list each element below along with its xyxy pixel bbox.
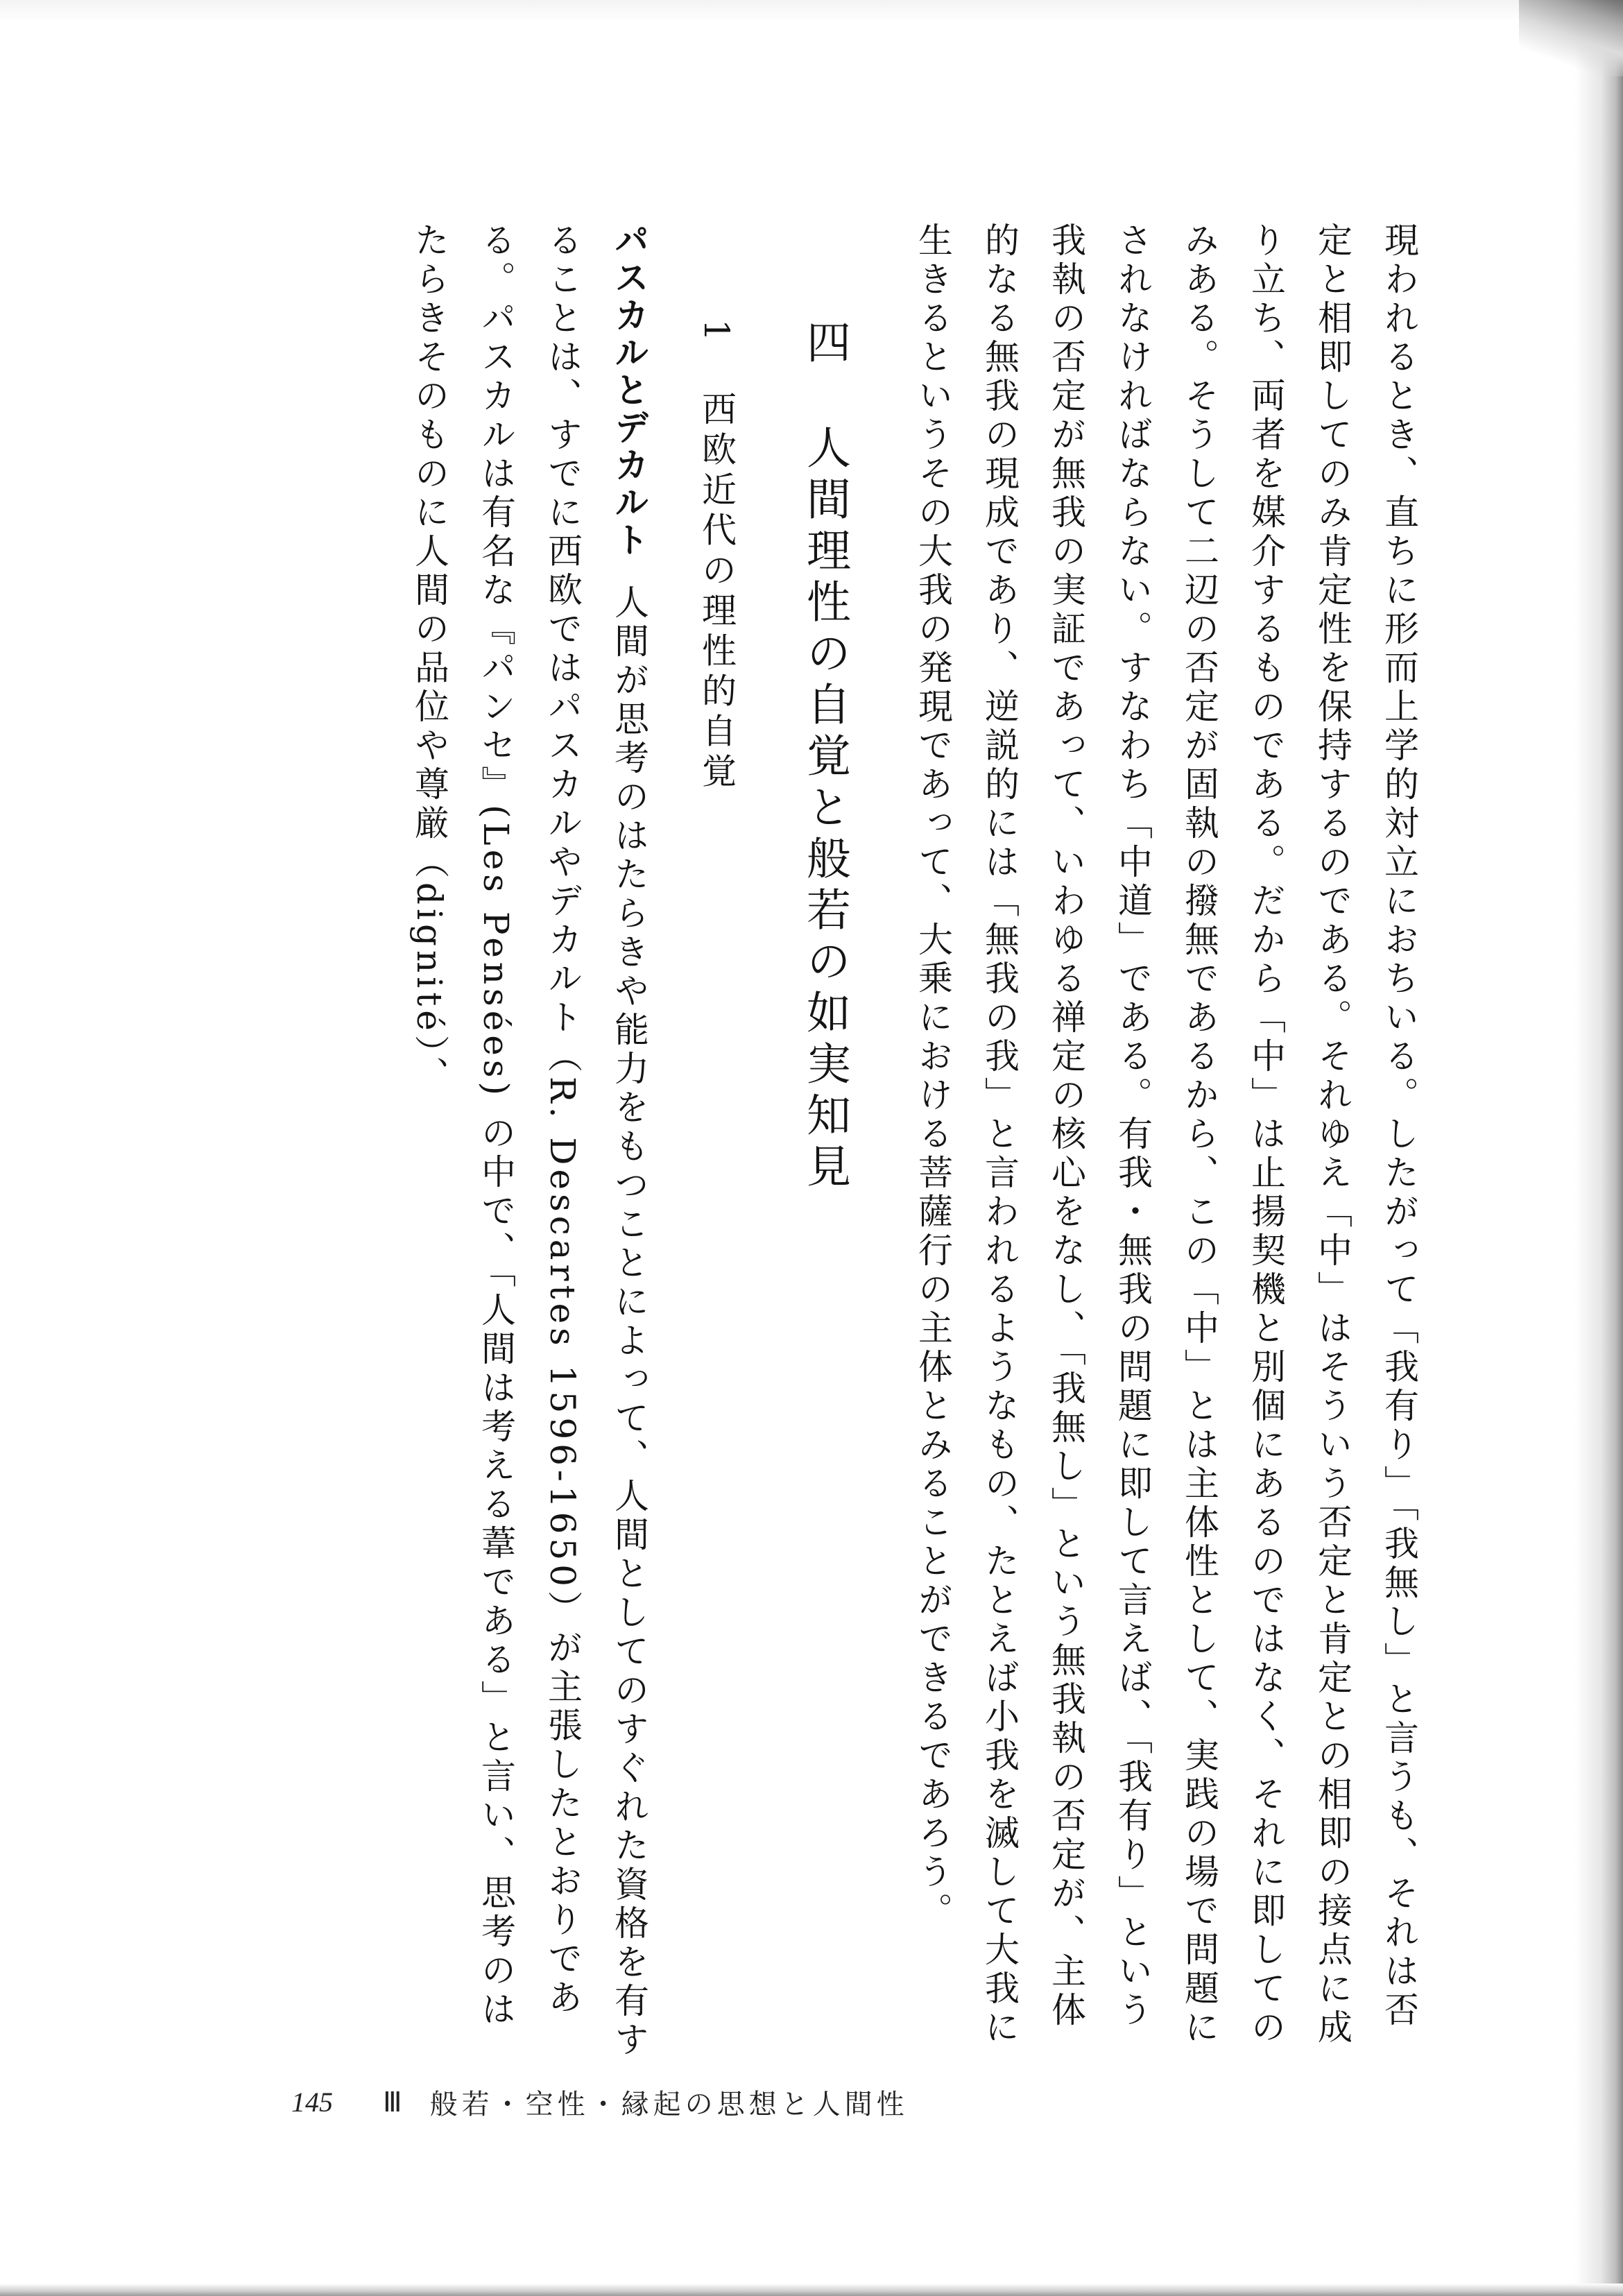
page-number: 145 — [291, 2086, 333, 2118]
vertical-text-block — [274, 222, 1432, 2067]
chapter-number: Ⅲ — [383, 2086, 402, 2118]
run-in-heading: パスカルとデカルト — [609, 222, 649, 559]
page-edge-shadow-top — [0, 0, 1623, 21]
body-paragraph-1: 現われるとき、直ちに形而上学的対立におちいる。したがって「我有り」「我無し」と言うも、それは否定と相即してのみ肯定性を保持するのである。それゆえ「中」はそういう否定と肯定との相即の接点に成り立ち、両者を媒介するものである。だから「中」は止揚契機と別個にあるのではなく、それに即してのみある。そうして二辺の否定が固執の撥無であるから、この「中」とは主体性として、実践の場で問題にされなければならない。すなわち「中道」である。有我・無我の問題に即して言えば、「我有り」という我執の否定が無我の実証であって、いわゆる禅定の核心をなし、「我無し」という無我執の否定が、主体的なる無我の現成であり、逆説的には「無我の我」と言われるようなもの、たとえば小我を滅して大我に生きるというその大我の発現であって、大乗における菩薩行の主体とみることができるであろう。 — [913, 222, 1419, 2048]
subsection-number: 1 — [696, 319, 737, 347]
subsection-title: 西欧近代の理性的自覚 — [696, 391, 737, 794]
section-title: 人間理性の自覚と般若の如実知見 — [799, 425, 850, 1195]
page-edge-shadow-right — [1574, 0, 1623, 2296]
page-footer — [291, 2081, 909, 2123]
page-edge-shadow-bottom — [0, 2284, 1623, 2296]
body-paragraph-2 — [396, 222, 662, 2067]
section-heading — [791, 222, 858, 2067]
body-paragraph-2-text: 人間が思考のはたらきや能力をもつことによって、人間としてのすぐれた資格を有することは、すでに西欧ではパスカルやデカルト（R. Descartes 1596-1650）が主張したとおりである。パスカルは有名な『パンセ』(Les Pensées) の中で、「人間は考える葦である」と言い、思考のはたらきそのものに人間の品位や尊厳（dignité）、 — [409, 222, 649, 2060]
section-number: 四 — [799, 319, 850, 370]
page-corner-shadow — [1519, 0, 1623, 76]
subsection-heading — [683, 222, 750, 2067]
running-title: 般若・空性・縁起の思想と人間性 — [429, 2088, 909, 2121]
